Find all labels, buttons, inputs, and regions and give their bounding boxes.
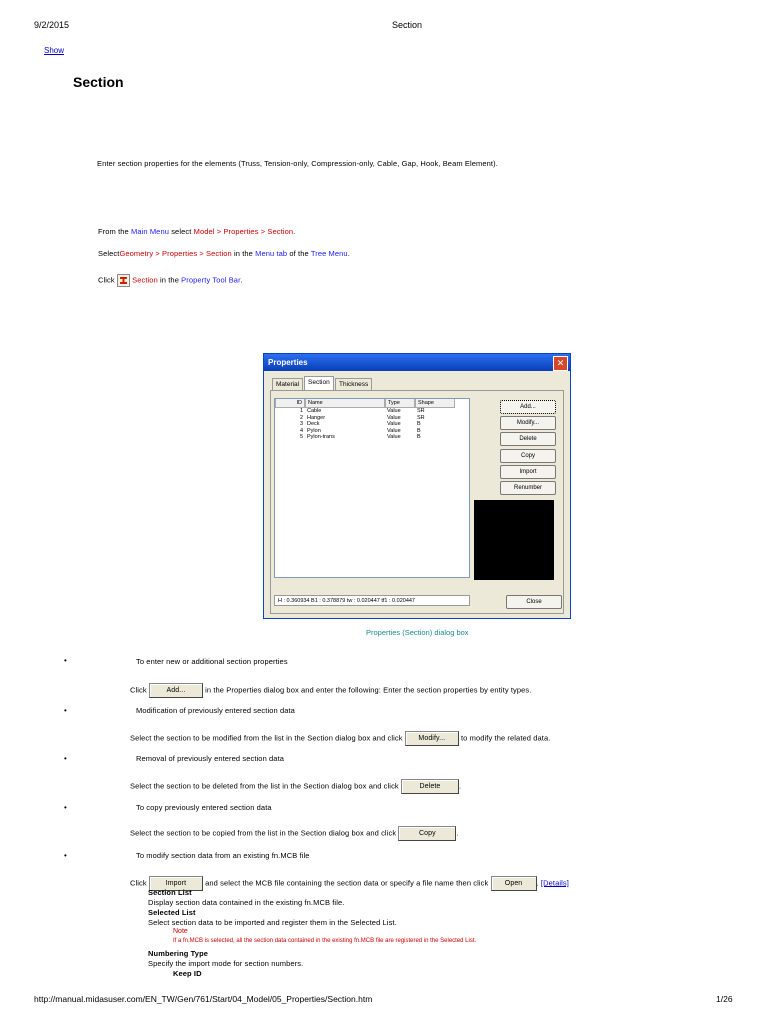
- cell-shape: SR: [417, 414, 425, 421]
- copy-button-image: Copy: [398, 826, 456, 841]
- tree-menu-ref: Tree Menu: [310, 249, 348, 258]
- menu-tab-ref: Menu tab: [255, 249, 288, 258]
- print-date: 9/2/2015: [34, 20, 70, 30]
- add-button-image: Add...: [149, 683, 203, 698]
- cell-shape: SR: [417, 408, 425, 414]
- cell-shape: B: [417, 427, 421, 434]
- cell-id: 4: [299, 427, 303, 434]
- main-menu-ref: Main Menu: [131, 227, 170, 236]
- nav-text: of the: [289, 249, 309, 258]
- item-instruction: [130, 731, 550, 746]
- item-heading: Modification of previously entered section data: [136, 706, 295, 715]
- selected-list-heading: Selected List: [148, 908, 196, 917]
- cell-type: Value: [387, 427, 401, 434]
- page-title: Section: [73, 74, 124, 90]
- menu-path: Model > Properties > Section: [193, 227, 294, 236]
- cell-shape: B: [417, 421, 421, 427]
- instruction-text: Select the section to be deleted from the list in the Section dialog box and click: [130, 781, 399, 791]
- instruction-text: .: [456, 828, 459, 838]
- copy-button[interactable]: Copy: [500, 449, 556, 463]
- section-list[interactable]: [274, 398, 470, 578]
- cell-type: Value: [387, 434, 401, 440]
- tab-section[interactable]: Section: [304, 376, 334, 391]
- nav-line-toolbar: [98, 274, 242, 287]
- nav-text: in the: [160, 275, 179, 285]
- import-button-image: Import: [149, 876, 203, 891]
- import-button[interactable]: Import: [500, 465, 556, 479]
- col-type[interactable]: Type: [385, 399, 415, 408]
- nav-text: Select: [98, 249, 120, 258]
- cell-id: 5: [299, 434, 303, 440]
- bullet: •: [64, 706, 67, 715]
- item-instruction: [130, 683, 531, 698]
- cell-shape: B: [417, 434, 421, 440]
- close-button[interactable]: Close: [506, 595, 562, 609]
- col-shape[interactable]: Shape: [415, 399, 455, 408]
- cell-type: Value: [387, 421, 401, 427]
- section-icon: [117, 274, 130, 287]
- section-list-heading: Section List: [148, 888, 192, 897]
- cell-name: Cable: [307, 408, 322, 414]
- nav-text: select: [171, 227, 192, 236]
- details-link[interactable]: [Details]: [540, 878, 569, 888]
- item-instruction: [130, 779, 461, 794]
- open-button-image: Open: [491, 876, 537, 891]
- instruction-text: .: [536, 878, 539, 888]
- section-preview: [474, 500, 554, 580]
- nav-text: .: [240, 275, 243, 285]
- cell-name: Hanger: [307, 414, 326, 421]
- keep-id-label: Keep ID: [173, 969, 202, 978]
- item-instruction: [130, 826, 459, 841]
- cell-name: Pylon-trans: [307, 434, 335, 440]
- numbering-type-desc: Specify the import mode for section numbers.: [148, 959, 304, 968]
- instruction-text: Select the section to be copied from the list in the Section dialog box and click: [130, 828, 397, 838]
- instruction-text: in the Properties dialog box and enter the following: Enter the section properties by entity types.: [205, 685, 532, 695]
- delete-button-image: Delete: [401, 779, 459, 794]
- instruction-text: Click: [130, 685, 147, 695]
- properties-dialog: [263, 353, 571, 619]
- footer-url: http://manual.midasuser.com/EN_TW/Gen/761/Start/04_Model/05_Properties/Section.htm: [34, 994, 373, 1004]
- tab-material[interactable]: Material: [272, 378, 303, 391]
- item-heading: Removal of previously entered section data: [136, 754, 285, 763]
- item-heading: To modify section data from an existing fn.MCB file: [136, 851, 310, 860]
- item-heading: To enter new or additional section properties: [136, 657, 288, 666]
- note-label: Note: [173, 928, 188, 935]
- footer-page-number: 1/26: [716, 994, 733, 1004]
- cell-name: Pylon: [307, 427, 321, 434]
- bullet: •: [64, 656, 67, 665]
- show-link[interactable]: Show: [44, 46, 65, 55]
- tree-path: Geometry > Properties > Section: [119, 249, 232, 258]
- cell-id: 3: [299, 421, 303, 427]
- dialog-title: Properties: [264, 354, 570, 371]
- bullet: •: [64, 754, 67, 763]
- section-ref: Section: [132, 275, 158, 285]
- cell-id: 2: [299, 414, 303, 421]
- modify-button-image: Modify...: [405, 731, 459, 746]
- figure-caption: Properties (Section) dialog box: [366, 628, 469, 637]
- instruction-text: Select the section to be modified from the list in the Section dialog box and click: [130, 733, 403, 743]
- item-instruction: [130, 876, 569, 891]
- tab-thickness[interactable]: Thickness: [335, 378, 372, 391]
- nav-line-tree-menu: [98, 249, 350, 258]
- section-properties-status: H : 0.360934 B1 : 0.378879 tw : 0.020447 tf1 : 0.020447: [274, 595, 470, 606]
- renumber-button[interactable]: Renumber: [500, 481, 556, 495]
- col-id[interactable]: ID: [275, 399, 305, 408]
- cell-name: Deck: [307, 421, 320, 427]
- property-toolbar-ref: Property Tool Bar: [181, 275, 241, 285]
- numbering-type-heading: Numbering Type: [148, 949, 209, 958]
- bullet: •: [64, 803, 67, 812]
- selected-list-desc: Select section data to be imported and register them in the Selected List.: [148, 918, 397, 927]
- bullet: •: [64, 851, 67, 860]
- cell-type: Value: [387, 408, 401, 414]
- note-text: If a fn.MCB is selected, all the section data contained in the existing fn.MCB file are registered in the Selected List.: [173, 938, 477, 944]
- section-list-desc: Display section data contained in the existing fn.MCB file.: [148, 898, 345, 907]
- add-button[interactable]: Add...: [500, 400, 556, 414]
- nav-text: .: [293, 227, 296, 236]
- instruction-text: to modify the related data.: [461, 733, 551, 743]
- nav-text: .: [347, 249, 350, 258]
- modify-button[interactable]: Modify...: [500, 416, 556, 430]
- cell-type: Value: [387, 414, 401, 421]
- list-header: [275, 399, 469, 408]
- instruction-text: .: [458, 781, 462, 791]
- instruction-text: Click: [130, 878, 147, 888]
- nav-text: From the: [98, 227, 129, 236]
- item-heading: To copy previously entered section data: [136, 803, 272, 812]
- delete-button[interactable]: Delete: [500, 432, 556, 446]
- instruction-text: and select the MCB file containing the section data or specify a file name then click: [205, 878, 489, 888]
- nav-line-main-menu: [98, 227, 295, 236]
- intro-text: Enter section properties for the elements (Truss, Tension-only, Compression-only, Cable, Gap, Hook, Beam Element).: [97, 159, 498, 168]
- col-name[interactable]: Name: [305, 399, 385, 408]
- cell-id: 1: [299, 408, 303, 414]
- list-row[interactable]: [275, 434, 469, 441]
- nav-text: in the: [233, 249, 253, 258]
- close-icon[interactable]: ✕: [553, 356, 568, 371]
- nav-text: Click: [98, 275, 115, 285]
- print-title: Section: [392, 20, 423, 30]
